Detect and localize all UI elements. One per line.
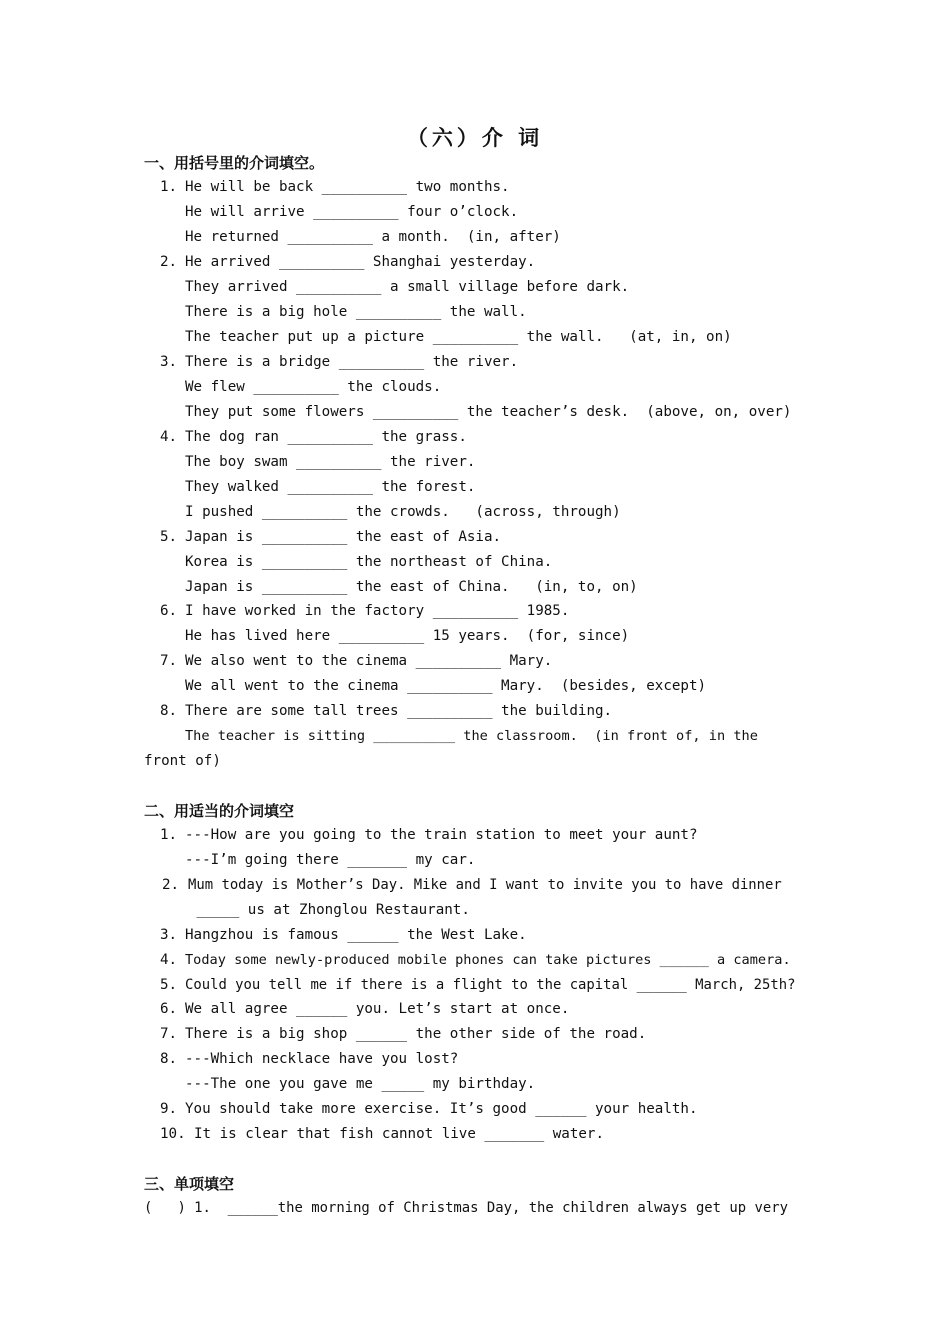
item-number: 7. — [160, 1026, 178, 1042]
exercise-line: There are some tall trees __________ the building. — [185, 703, 613, 719]
item-number: 1. — [160, 179, 178, 195]
item-number: 5. — [160, 529, 178, 545]
exercise-line: Japan is __________ the east of China. (in, to, on) — [185, 579, 638, 595]
exercise-line: We also went to the cinema __________ Mary. — [185, 653, 553, 669]
exercise-line: Hangzhou is famous ______ the West Lake. — [185, 927, 527, 943]
item-number: 8. — [160, 1051, 178, 1067]
exercise-line: I have worked in the factory __________ 1985. — [185, 603, 570, 619]
exercise-line: He arrived __________ Shanghai yesterday. — [185, 254, 536, 270]
exercise-line: They walked __________ the forest. — [185, 479, 476, 495]
exercise-line: They arrived __________ a small village before dark. — [185, 279, 630, 295]
exercise-line: He has lived here __________ 15 years. (for, since) — [185, 628, 630, 644]
exercise-line: There is a big hole __________ the wall. — [185, 304, 527, 320]
item-number: 6. — [160, 1001, 178, 1017]
exercise-line: Could you tell me if there is a flight to the capital ______ March, 25th? — [185, 977, 796, 993]
exercise-line: The boy swam __________ the river. — [185, 454, 476, 470]
exercise-line: ---The one you gave me _____ my birthday. — [185, 1076, 536, 1092]
exercise-line: The teacher is sitting __________ the classroom. (in front of, in the — [185, 728, 758, 744]
exercise-line: They put some flowers __________ the teacher’s desk. (above, on, over) — [185, 404, 792, 420]
exercise-line: ---I’m going there _______ my car. — [185, 852, 476, 868]
exercise-line: We flew __________ the clouds. — [185, 379, 442, 395]
exercise-line: ( ) 1. ______the morning of Christmas Day, the children always get up very — [144, 1200, 788, 1216]
section-3-heading: 三、单项填空 — [144, 1175, 235, 1193]
exercise-line: ---How are you going to the train station to meet your aunt? — [185, 827, 698, 843]
exercise-line: _____ us at Zhonglou Restaurant. — [188, 902, 470, 918]
exercise-line: Korea is __________ the northeast of China. — [185, 554, 553, 570]
item-number: 10. — [160, 1126, 186, 1142]
item-number: 3. — [160, 354, 178, 370]
section-2-heading: 二、用适当的介词填空 — [144, 802, 295, 820]
item-number: 4. — [160, 952, 178, 968]
item-number: 6. — [160, 603, 178, 619]
exercise-line: The dog ran __________ the grass. — [185, 429, 467, 445]
item-number: 2. — [160, 254, 178, 270]
exercise-line: He returned __________ a month. (in, after) — [185, 229, 561, 245]
exercise-line: He will arrive __________ four o’clock. — [185, 204, 519, 220]
exercise-line: We all went to the cinema __________ Mary. (besides, except) — [185, 678, 707, 694]
item-number: 3. — [160, 927, 178, 943]
exercise-line: Japan is __________ the east of Asia. — [185, 529, 502, 545]
exercise-line: The teacher put up a picture __________ the wall. (at, in, on) — [185, 329, 732, 345]
exercise-line: I pushed __________ the crowds. (across, through) — [185, 504, 621, 520]
item-number: 9. — [160, 1101, 178, 1117]
exercise-line: ---Which necklace have you lost? — [185, 1051, 459, 1067]
exercise-line: He will be back __________ two months. — [185, 179, 510, 195]
exercise-line: There is a big shop ______ the other side of the road. — [185, 1026, 647, 1042]
exercise-line: There is a bridge __________ the river. — [185, 354, 519, 370]
item-number: 4. — [160, 429, 178, 445]
item-number: 2. — [162, 877, 180, 893]
item-number: 5. — [160, 977, 178, 993]
exercise-line: It is clear that fish cannot live _______ water. — [194, 1126, 604, 1142]
item-number: 1. — [160, 827, 178, 843]
item-number: 8. — [160, 703, 178, 719]
item-number: 7. — [160, 653, 178, 669]
exercise-line: Mum today is Mother’s Day. Mike and I want to invite you to have dinner — [188, 877, 782, 893]
exercise-line: We all agree ______ you. Let’s start at once. — [185, 1001, 570, 1017]
exercise-line: Today some newly-produced mobile phones can take pictures ______ a camera. — [185, 952, 791, 968]
exercise-line-continuation: front of) — [144, 753, 221, 769]
section-1-heading: 一、用括号里的介词填空。 — [144, 154, 325, 172]
page-title: （六）介 词 — [406, 126, 544, 150]
exercise-line: You should take more exercise. It’s good ______ your health. — [185, 1101, 698, 1117]
